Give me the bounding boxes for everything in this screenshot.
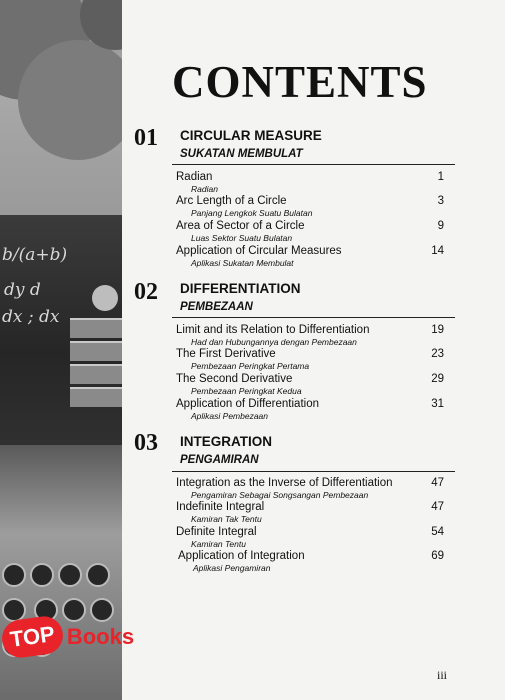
toc-entry[interactable] <box>176 324 416 347</box>
logo-books-text: Books <box>66 624 135 649</box>
entry-subtitle: Aplikasi Pengamiran <box>193 563 271 573</box>
page-number: 1 <box>437 171 444 183</box>
entry-subtitle: Luas Sektor Suatu Bulatan <box>191 233 293 243</box>
entry-subtitle: Radian <box>191 184 218 194</box>
page-number: 31 <box>431 398 444 410</box>
chapter-subtitle: SUKATAN MEMBULAT <box>180 148 303 160</box>
page-number: 29 <box>431 373 444 385</box>
toc-entry[interactable] <box>176 477 416 500</box>
divider <box>172 164 455 165</box>
abstract-circles-photo <box>0 0 122 215</box>
book-stack-icon <box>70 318 122 418</box>
chalk-text-3: dx ; dx <box>2 307 60 327</box>
entry-subtitle: Kamiran Tak Tentu <box>191 514 262 524</box>
chapter-title: INTEGRATION <box>180 434 272 449</box>
toc-entry[interactable] <box>178 550 418 573</box>
entry-subtitle: Had dan Hubungannya dengan Pembezaan <box>191 337 357 347</box>
entry-subtitle: Aplikasi Pembezaan <box>191 411 269 421</box>
entry-title: Area of Sector of a Circle <box>176 220 305 232</box>
toc-entry[interactable] <box>176 526 416 549</box>
page-number: 23 <box>431 348 444 360</box>
chapter-title: CIRCULAR MEASURE <box>180 128 322 143</box>
toc-entry[interactable] <box>176 195 416 218</box>
page-number: 19 <box>431 324 444 336</box>
toc-entry[interactable] <box>176 501 416 524</box>
entry-title: Application of Circular Measures <box>176 245 342 257</box>
page-number: 47 <box>431 501 444 513</box>
toc-entry[interactable] <box>176 398 416 421</box>
entry-title: Radian <box>176 171 213 183</box>
page-number: 47 <box>431 477 444 489</box>
page-number: 14 <box>431 245 444 257</box>
toc-entry[interactable] <box>176 348 416 371</box>
entry-subtitle: Pengamiran Sebagai Songsangan Pembezaan <box>191 490 369 500</box>
chapter-number: 01 <box>134 125 158 151</box>
entry-title: Application of Differentiation <box>176 398 319 410</box>
divider <box>172 317 455 318</box>
chapter-subtitle: PEMBEZAAN <box>180 301 253 313</box>
logo-top-text: TOP <box>0 614 65 660</box>
entry-subtitle: Pembezaan Peringkat Kedua <box>191 386 302 396</box>
chalk-text-2: dy d <box>4 280 41 300</box>
apple-icon <box>92 285 118 311</box>
entry-subtitle: Aplikasi Sukatan Membulat <box>191 258 294 268</box>
entry-subtitle: Kamiran Tentu <box>191 539 246 549</box>
chapter-title: DIFFERENTIATION <box>180 281 301 296</box>
entry-title: Limit and its Relation to Differentiation <box>176 324 370 336</box>
entry-title: The Second Derivative <box>176 373 293 385</box>
page-number: 3 <box>437 195 444 207</box>
entry-title: Arc Length of a Circle <box>176 195 287 207</box>
page-folio: iii <box>437 668 448 682</box>
entry-title: Application of Integration <box>178 550 305 562</box>
decorative-photo-strip <box>0 0 122 700</box>
entry-subtitle: Pembezaan Peringkat Pertama <box>191 361 310 371</box>
chalk-text-1: b/(a+b) <box>2 245 68 265</box>
topbooks-logo <box>2 618 134 656</box>
entry-title: Indefinite Integral <box>176 501 265 513</box>
page-number: 69 <box>431 550 444 562</box>
page-number: 9 <box>437 220 444 232</box>
toc-entry[interactable] <box>176 171 416 194</box>
divider <box>172 471 455 472</box>
entry-title: Integration as the Inverse of Differentiation <box>176 477 393 489</box>
page-title: CONTENTS <box>172 57 428 107</box>
toc-entry[interactable] <box>176 220 416 243</box>
chapter-number: 03 <box>134 430 158 456</box>
page-number: 54 <box>431 526 444 538</box>
entry-title: Definite Integral <box>176 526 257 538</box>
chapter-subtitle: PENGAMIRAN <box>180 454 259 466</box>
entry-title: The First Derivative <box>176 348 276 360</box>
toc-entry[interactable] <box>176 245 416 268</box>
entry-subtitle: Panjang Lengkok Suatu Bulatan <box>191 208 313 218</box>
toc-entry[interactable] <box>176 373 416 396</box>
chapter-number: 02 <box>134 279 158 305</box>
